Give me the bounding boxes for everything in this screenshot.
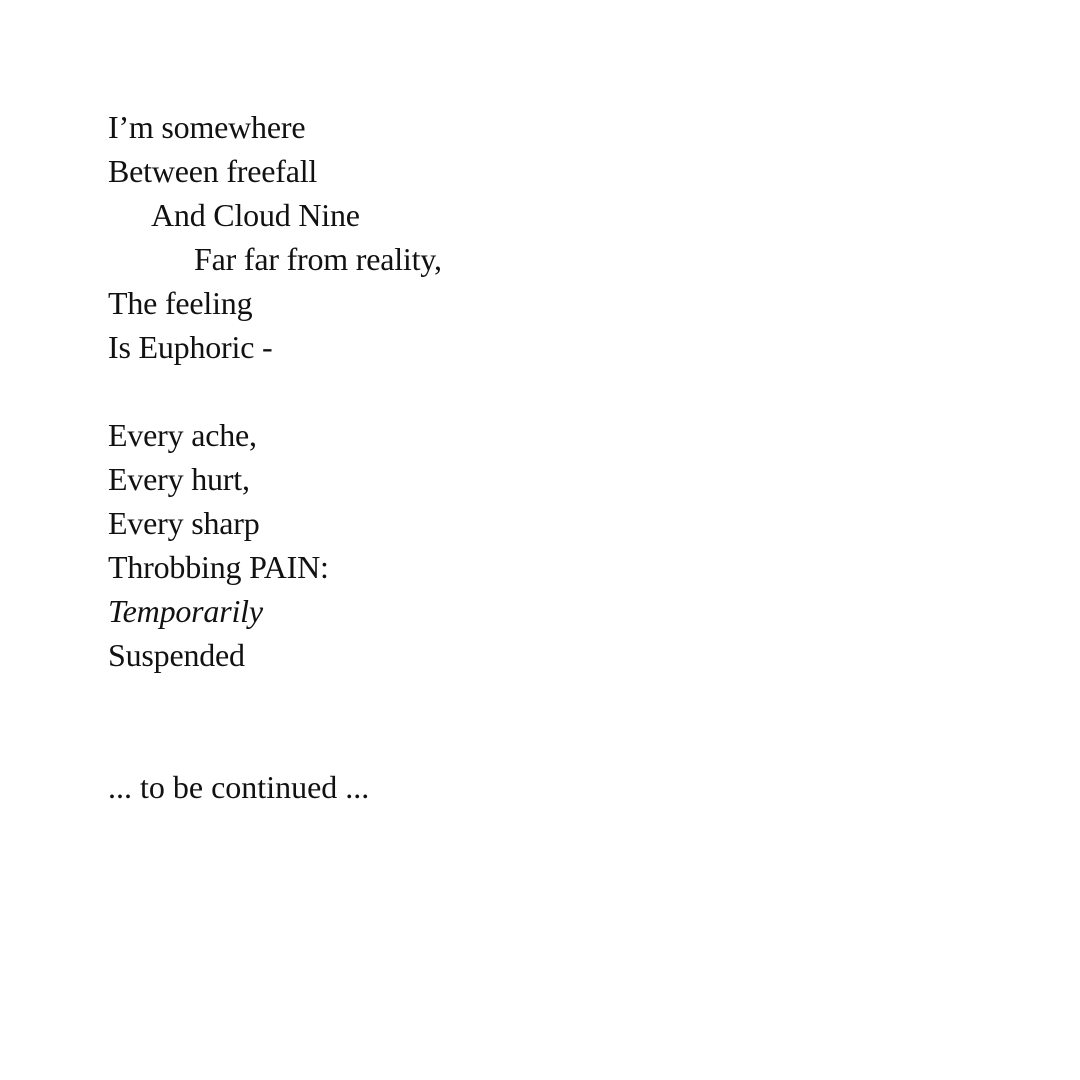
poem-line: Every hurt, <box>108 461 250 497</box>
poem-line-emphasis: Temporarily <box>108 593 263 629</box>
to-be-continued-text: ... to be continued ... <box>108 769 370 805</box>
poem-line: Suspended <box>108 637 245 673</box>
stanza-break <box>108 369 442 413</box>
poem-body <box>108 105 442 677</box>
poem-line: The feeling <box>108 285 253 321</box>
poem-line: Is Euphoric - <box>108 329 273 365</box>
poem-line: Every ache, <box>108 417 257 453</box>
poem-line: And Cloud Nine <box>151 197 360 233</box>
poem-line: Between freefall <box>108 153 318 189</box>
poem-line: Throbbing PAIN: <box>108 549 329 585</box>
poem-line: I’m somewhere <box>108 109 306 145</box>
poem-line: Far far from reality, <box>194 241 442 277</box>
poem-line: Every sharp <box>108 505 260 541</box>
